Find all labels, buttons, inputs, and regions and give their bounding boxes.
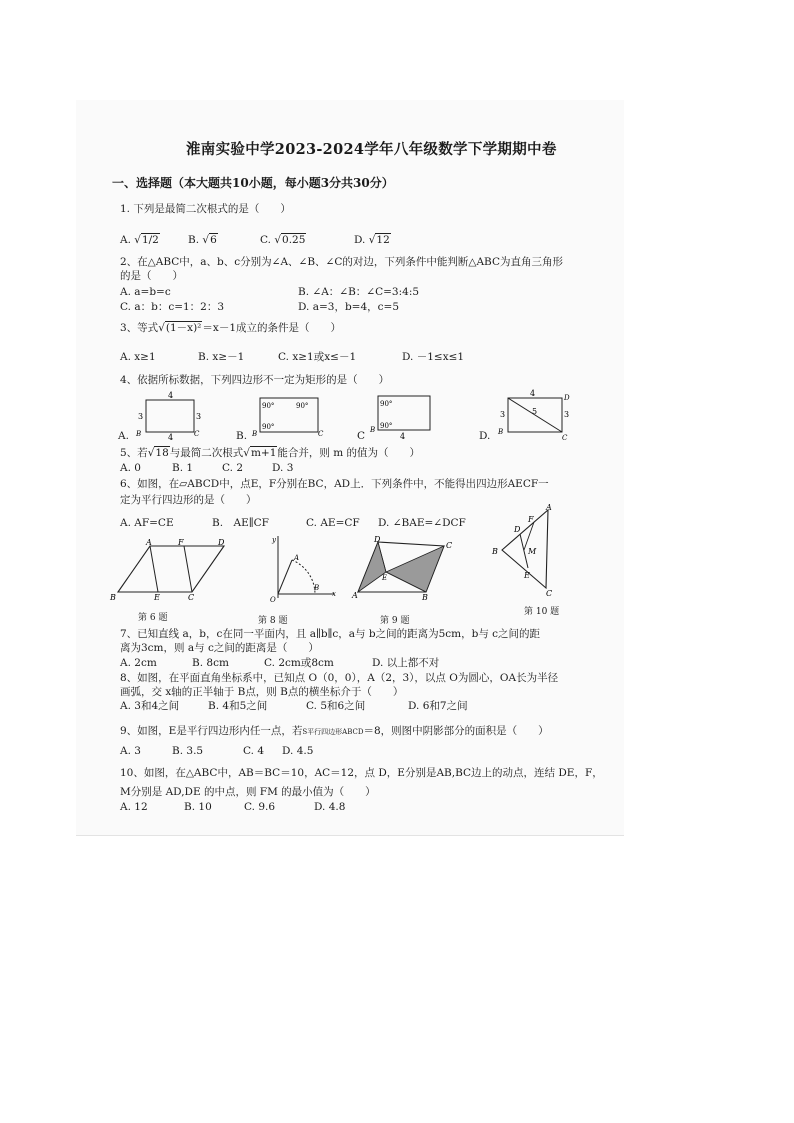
q8-option-a: A. 3和4之间 bbox=[120, 700, 180, 712]
q5-stem: 5、若√18与最简二次根式√m+1能合并，则 m 的值为（ ） bbox=[120, 447, 421, 459]
svg-text:4: 4 bbox=[530, 389, 536, 398]
svg-text:3: 3 bbox=[500, 410, 506, 419]
svg-text:3: 3 bbox=[196, 412, 202, 421]
svg-text:C: C bbox=[562, 434, 568, 442]
svg-text:C: C bbox=[194, 430, 200, 438]
q7-stem-line2: 离为3cm，则 a与 c之间的距离是（ ） bbox=[120, 642, 319, 654]
svg-text:E: E bbox=[382, 574, 388, 582]
svg-text:C: C bbox=[318, 430, 324, 438]
q1-option-d: D. √12 bbox=[354, 234, 390, 246]
q2-option-d: D. a=3，b=4，c=5 bbox=[298, 301, 400, 313]
svg-text:B: B bbox=[110, 593, 116, 602]
q9-stem: 9、如图，E是平行四边形内任一点，若S平行四边形ABCD＝8，则图中阴影部分的面积是（ ） bbox=[120, 725, 549, 737]
q8-option-c: C. 5和6之间 bbox=[306, 700, 366, 712]
svg-text:3: 3 bbox=[564, 410, 570, 419]
q8-stem-line2: 画弧，交 x轴的正半轴于 B点，则 B点的横坐标介于（ ） bbox=[120, 686, 404, 698]
svg-text:D: D bbox=[564, 394, 570, 402]
q6-option-b: B. AE∥CF bbox=[212, 517, 269, 529]
svg-text:B: B bbox=[252, 430, 258, 438]
svg-text:F: F bbox=[528, 515, 534, 524]
svg-text:90°: 90° bbox=[296, 402, 309, 410]
q3-option-c: C. x≥1或x≤－1 bbox=[278, 351, 357, 363]
q7-option-a: A. 2cm bbox=[120, 657, 157, 669]
q5-option-d: D. 3 bbox=[272, 462, 294, 474]
q6-option-d: D. ∠BAE=∠DCF bbox=[378, 517, 466, 529]
q7-stem-line1: 7、已知直线 a，b，c在同一平面内，且 a∥b∥c，a与 b之间的距离为5cm，b与 c之间的距 bbox=[120, 628, 541, 640]
q4-option-a: A. bbox=[118, 430, 129, 442]
q7-option-d: D. 以上都不对 bbox=[372, 657, 440, 669]
q8-stem-line1: 8、如图，在平面直角坐标系中，已知点 O（0，0），A（2，3），以点 O为圆心，OA长为半径 bbox=[120, 672, 559, 684]
q1-option-a: A. √1/2 bbox=[120, 234, 159, 246]
svg-text:3: 3 bbox=[138, 412, 144, 421]
q3-option-b: B. x≥－1 bbox=[198, 351, 245, 363]
q9-option-a: A. 3 bbox=[120, 745, 141, 757]
svg-text:M: M bbox=[528, 547, 537, 556]
fig9-caption: 第 9 题 bbox=[380, 616, 410, 626]
q4-figure-a bbox=[134, 392, 204, 440]
svg-text:90°: 90° bbox=[262, 402, 275, 410]
svg-text:B: B bbox=[136, 430, 142, 438]
q5-option-b: B. 1 bbox=[172, 462, 194, 474]
svg-text:C: C bbox=[188, 593, 195, 602]
q10-option-d: D. 4.8 bbox=[314, 801, 346, 813]
svg-text:D: D bbox=[374, 535, 381, 544]
q3-option-d: D. －1≤x≤1 bbox=[402, 351, 465, 363]
q6-option-c: C. AE=CF bbox=[306, 517, 360, 529]
q8-figure bbox=[258, 532, 338, 604]
svg-text:C: C bbox=[446, 541, 453, 550]
svg-text:B: B bbox=[422, 593, 428, 602]
q3-stem: 3、等式√(1－x)²＝x－1成立的条件是（ ） bbox=[120, 322, 342, 334]
q9-option-d: D. 4.5 bbox=[282, 745, 314, 757]
q5-option-a: A. 0 bbox=[120, 462, 141, 474]
q3-option-a: A. x≥1 bbox=[120, 351, 156, 363]
q6-stem-line2: 定为平行四边形的是（ ） bbox=[120, 494, 257, 506]
q2-stem-line2: 的是（ ） bbox=[120, 270, 183, 282]
svg-text:O: O bbox=[270, 596, 276, 604]
svg-text:D: D bbox=[218, 538, 225, 547]
q2-stem-line1: 2、在△ABC中，a、b、c分别为∠A、∠B、∠C的对边，下列条件中能判断△ABC为直角三角形 bbox=[120, 256, 563, 268]
svg-text:90°: 90° bbox=[262, 423, 275, 431]
fig6-caption: 第 6 题 bbox=[138, 613, 168, 623]
svg-text:4: 4 bbox=[168, 391, 174, 400]
page-title: 淮南实验中学2023-2024学年八年级数学下学期期中卷 bbox=[186, 141, 557, 158]
q10-stem-line2: M分别是 AD,DE 的中点，则 FM 的最小值为（ ） bbox=[120, 786, 376, 798]
svg-text:B: B bbox=[492, 547, 498, 556]
q7-option-b: B. 8cm bbox=[192, 657, 229, 669]
q8-option-d: D. 6和7之间 bbox=[408, 700, 468, 712]
q4-option-b: B. bbox=[236, 430, 248, 442]
svg-text:E: E bbox=[524, 571, 530, 580]
svg-text:90°: 90° bbox=[380, 422, 393, 430]
svg-text:5: 5 bbox=[532, 407, 538, 416]
q9-option-b: B. 3.5 bbox=[172, 745, 204, 757]
q2-option-b: B. ∠A：∠B：∠C=3:4:5 bbox=[298, 286, 420, 298]
q10-stem-line1: 10、如图，在△ABC中，AB＝BC＝10，AC＝12，点 D，E分别是AB,BC边上的动点，连结 DE，F， bbox=[120, 767, 603, 779]
svg-text:E: E bbox=[154, 593, 160, 602]
svg-text:F: F bbox=[178, 538, 184, 547]
fig8-caption: 第 8 题 bbox=[258, 616, 288, 626]
svg-text:D: D bbox=[514, 525, 521, 534]
svg-text:4: 4 bbox=[400, 432, 406, 441]
q6-option-a: A. AF=CE bbox=[120, 517, 174, 529]
q10-option-b: B. 10 bbox=[184, 801, 212, 813]
q2-option-a: A. a=b=c bbox=[120, 286, 171, 298]
q2-option-c: C. a：b：c=1：2：3 bbox=[120, 301, 225, 313]
q5-option-c: C. 2 bbox=[222, 462, 244, 474]
q9-option-c: C. 4 bbox=[243, 745, 265, 757]
svg-text:A: A bbox=[294, 554, 300, 562]
q9-figure bbox=[350, 536, 462, 602]
q1-option-c: C. √0.25 bbox=[260, 234, 306, 246]
svg-text:x: x bbox=[332, 590, 336, 598]
svg-text:90°: 90° bbox=[380, 400, 393, 408]
svg-text:y: y bbox=[272, 536, 276, 544]
svg-text:A: A bbox=[546, 503, 552, 512]
svg-text:B: B bbox=[498, 428, 504, 436]
q10-option-c: C. 9.6 bbox=[244, 801, 276, 813]
q6-stem-line1: 6、如图，在▱ABCD中，点E，F分别在BC，AD上．下列条件中，不能得出四边形AECF一 bbox=[120, 478, 549, 490]
q4-figure-c bbox=[368, 392, 440, 440]
svg-text:B: B bbox=[314, 584, 320, 592]
svg-text:A: A bbox=[146, 538, 152, 547]
q4-figure-d bbox=[496, 390, 574, 442]
q8-option-b: B. 4和5之间 bbox=[208, 700, 268, 712]
q6-figure bbox=[108, 536, 234, 602]
q4-figure-b bbox=[250, 392, 325, 440]
svg-text:A: A bbox=[352, 591, 358, 600]
svg-text:C: C bbox=[546, 589, 553, 598]
q10-option-a: A. 12 bbox=[120, 801, 148, 813]
q1-option-b: B. √6 bbox=[188, 234, 217, 246]
q1-stem: 1. 下列是最简二次根式的是（ ） bbox=[120, 203, 291, 215]
q4-option-c: C bbox=[357, 430, 366, 442]
q7-option-c: C. 2cm或8cm bbox=[264, 657, 334, 669]
q4-stem: 4、依据所标数据，下列四边形不一定为矩形的是（ ） bbox=[120, 374, 390, 386]
fig10-caption: 第 10 题 bbox=[524, 607, 560, 617]
svg-text:B: B bbox=[370, 426, 376, 434]
svg-text:4: 4 bbox=[168, 433, 174, 442]
section-heading: 一、选择题（本大题共10小题，每小题3分共30分） bbox=[112, 176, 394, 190]
q4-option-d: D. bbox=[479, 430, 491, 442]
q10-figure bbox=[490, 502, 562, 598]
